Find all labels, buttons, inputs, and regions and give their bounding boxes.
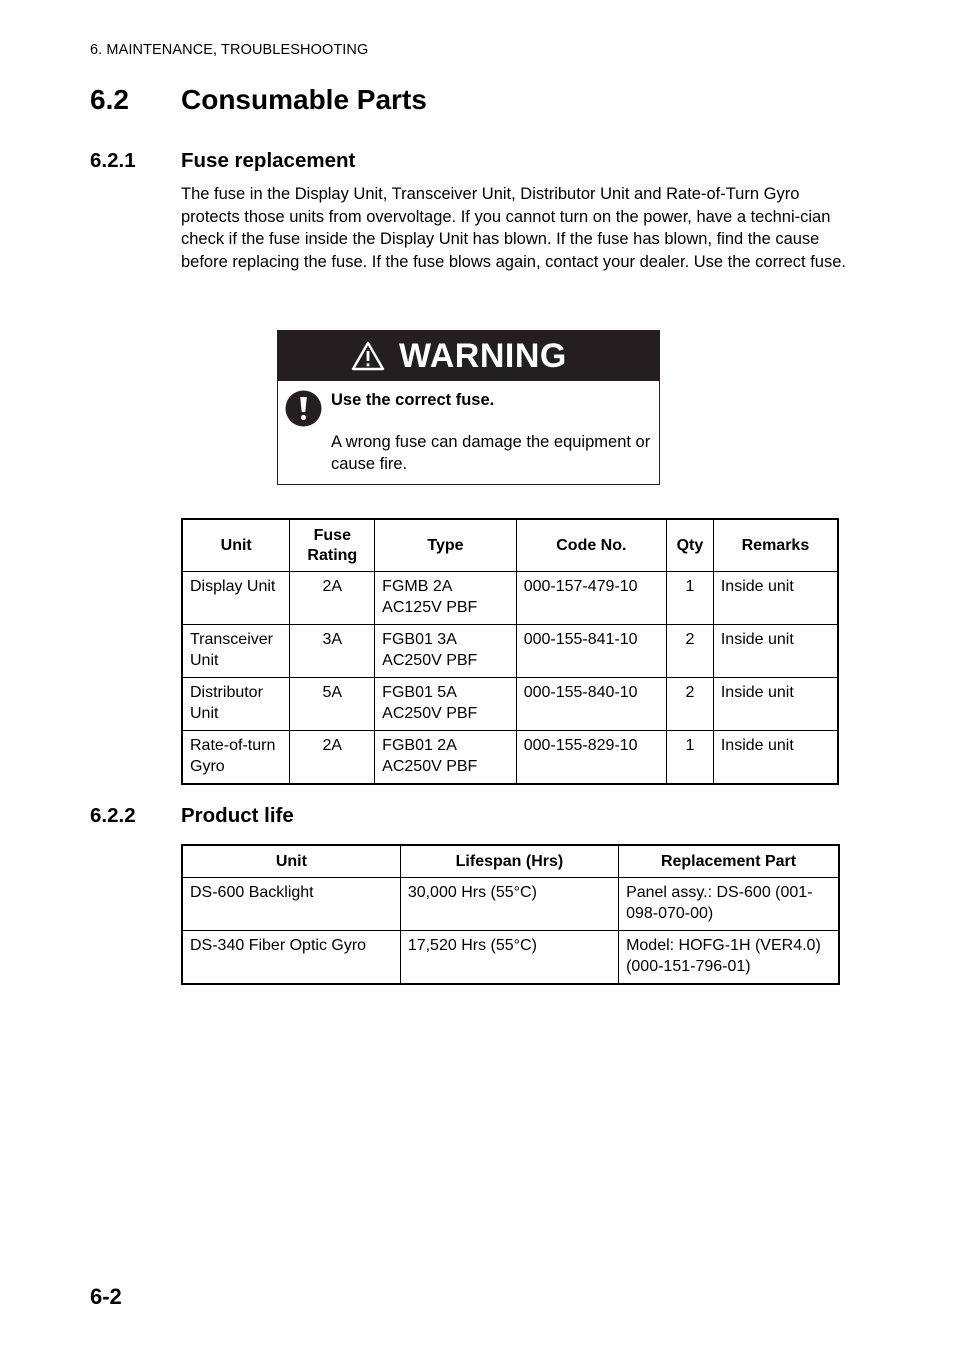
table-cell: Panel assy.: DS-600 (001-098-070-00) — [619, 878, 839, 931]
table-cell: 2 — [666, 678, 713, 731]
subsection-number: 6.2.2 — [90, 804, 136, 827]
table-cell: Inside unit — [713, 572, 838, 625]
table-cell: Inside unit — [713, 678, 838, 731]
table-header-row — [182, 519, 838, 572]
table-cell: 2A — [290, 731, 375, 785]
warning-title: WARNING — [399, 337, 567, 375]
table-row — [182, 678, 838, 731]
table-cell: DS-600 Backlight — [182, 878, 400, 931]
table-cell: 000-155-841-10 — [516, 625, 666, 678]
table-cell: Inside unit — [713, 731, 838, 785]
table-cell: 1 — [666, 731, 713, 785]
table-cell: 000-155-840-10 — [516, 678, 666, 731]
fuse-table — [181, 518, 839, 785]
table-cell: Inside unit — [713, 625, 838, 678]
table-cell: 17,520 Hrs (55°C) — [400, 931, 618, 985]
warning-triangle-icon — [351, 341, 385, 371]
column-header: Lifespan (Hrs) — [400, 845, 618, 878]
table-cell: FGMB 2A AC125V PBF — [375, 572, 517, 625]
exclamation-icon — [285, 390, 322, 427]
table-cell: Rate-of-turn Gyro — [182, 731, 290, 785]
table-cell: Display Unit — [182, 572, 290, 625]
column-header: Fuse Rating — [290, 519, 375, 572]
column-header: Remarks — [713, 519, 838, 572]
table-cell: 2 — [666, 625, 713, 678]
running-head: 6. MAINTENANCE, TROUBLESHOOTING — [90, 42, 369, 58]
fuse-paragraph: The fuse in the Display Unit, Transceiver Unit, Distributor Unit and Rate-of-Turn Gyro protects those units from overvoltage. If you cannot turn on the power, have a techni-cian check if the fuse inside the Display Unit has blown. If the fuse has blown, find the cause before replacing the fuse. If the fuse blows again, contact your dealer. Use the correct fuse. — [181, 185, 846, 271]
page-number: 6-2 — [90, 1284, 122, 1309]
table-row — [182, 878, 839, 931]
column-header: Replacement Part — [619, 845, 839, 878]
table-cell: 5A — [290, 678, 375, 731]
table-cell: Distributor Unit — [182, 678, 290, 731]
warning-heading: Use the correct fuse. — [331, 391, 495, 409]
column-header: Code No. — [516, 519, 666, 572]
table-cell: FGB01 2A AC250V PBF — [375, 731, 517, 785]
table-cell: 000-155-829-10 — [516, 731, 666, 785]
table-header-row — [182, 845, 839, 878]
warning-box — [277, 330, 660, 485]
warning-body: A wrong fuse can damage the equipment or cause fire. — [331, 433, 651, 473]
table-row — [182, 625, 838, 678]
table-cell: FGB01 5A AC250V PBF — [375, 678, 517, 731]
column-header: Unit — [182, 845, 400, 878]
table-row — [182, 572, 838, 625]
column-header: Qty — [666, 519, 713, 572]
table-cell: Transceiver Unit — [182, 625, 290, 678]
product-life-table — [181, 844, 840, 985]
section-title: Consumable Parts — [181, 84, 427, 115]
subsection-number: 6.2.1 — [90, 149, 136, 172]
table-cell: Model: HOFG-1H (VER4.0) (000-151-796-01) — [619, 931, 839, 985]
subsection-title: Fuse replacement — [181, 149, 356, 172]
table-cell: 1 — [666, 572, 713, 625]
column-header: Unit — [182, 519, 290, 572]
table-cell: 000-157-479-10 — [516, 572, 666, 625]
section-number: 6.2 — [90, 84, 129, 115]
table-cell: 3A — [290, 625, 375, 678]
table-row — [182, 731, 838, 785]
warning-header — [278, 331, 659, 381]
subsection-title: Product life — [181, 804, 294, 827]
column-header: Type — [375, 519, 517, 572]
table-cell: FGB01 3A AC250V PBF — [375, 625, 517, 678]
table-cell: DS-340 Fiber Optic Gyro — [182, 931, 400, 985]
table-row — [182, 931, 839, 985]
table-cell: 2A — [290, 572, 375, 625]
table-cell: 30,000 Hrs (55°C) — [400, 878, 618, 931]
